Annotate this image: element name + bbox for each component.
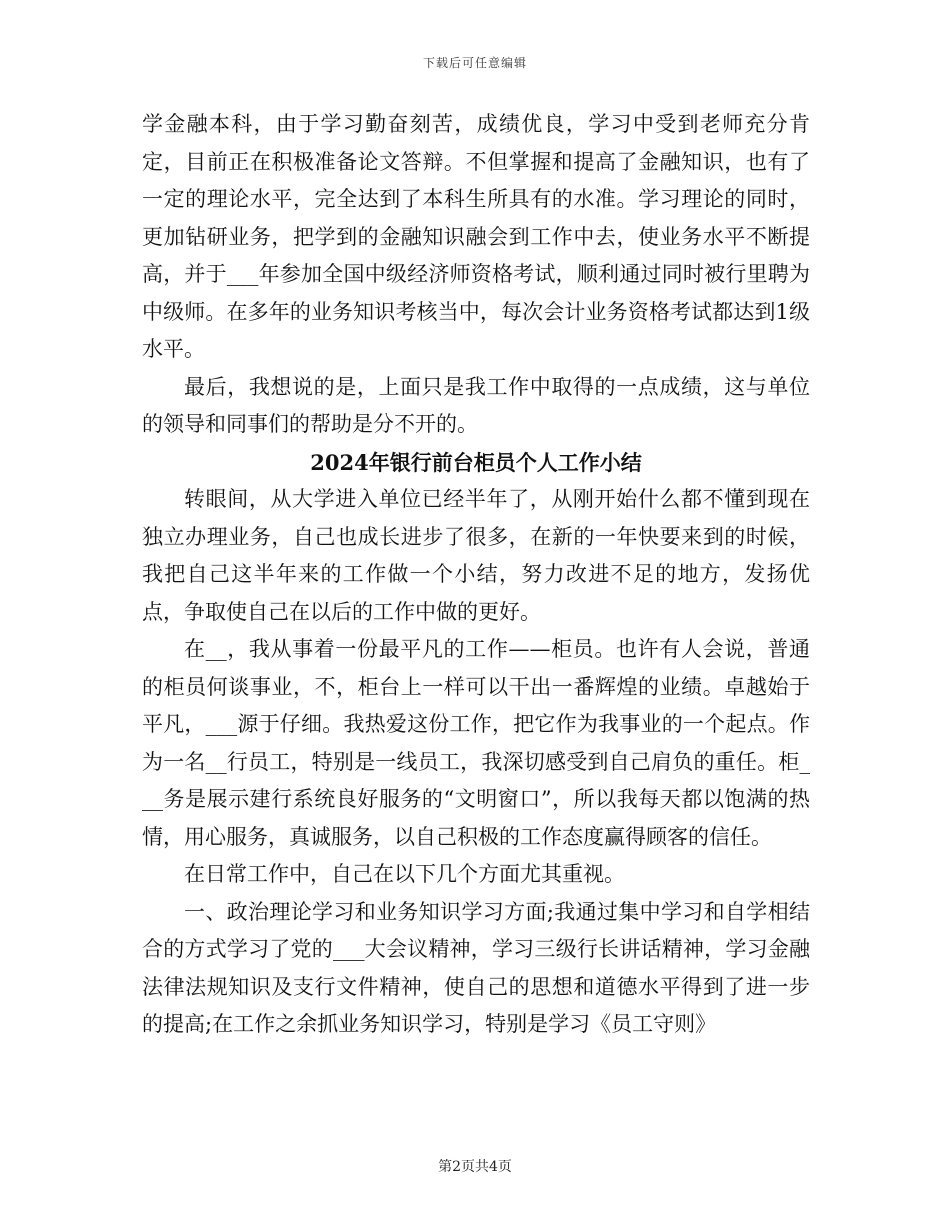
paragraph-work: 在__，我从事着一份最平凡的工作——柜员。也许有人会说，普通的柜员何谈事业，不，柜台上一样可以干出一番辉煌的业绩。卓越始于平凡，___源于仔细。我热爱这份工作，把它作为我事业的一个起点。作为一名__行员工，特别是一线员工，我深切感受到自己肩负的重任。柜___务是展示建行系统良好服务的“文明窗口”，所以我每天都以饱满的热情，用心服务，真诚服务，以自己积极的工作态度赢得顾客的信任。 [142,637,810,849]
paragraph-study: 一、政治理论学习和业务知识学习方面;我通过集中学习和自学相结合的方式学习了党的___大会议精神，学习三级行长讲话精神，学习金融法律法规知识及支行文件精神，使自己的思想和道德水平得到了进一步的提高;在工作之余抓业务知识学习，特别是学习《员工守则》 [142,899,810,1036]
paragraph-focus: 在日常工作中，自己在以下几个方面尤其重视。 [184,862,625,886]
section-title: 2024年银行前台柜员个人工作小结 [310,449,642,475]
paragraph-continuation: 学金融本科，由于学习勤奋刻苦，成绩优良，学习中受到老师充分肯定，目前正在积极准备论文答辩。不但掌握和提高了金融知识，也有了一定的理论水平，完全达到了本科生所具有的水准。学习理论的同时，更加钻研业务，把学到的金融知识融会到工作中去，使业务水平不断提高，并于___年参加全国中级经济师资格考试，顺利通过同时被行里聘为中级师。在多年的业务知识考核当中，每次会计业务资格考试都达到1级水平。 [142,112,810,361]
page-footer: 第2页共4页 [438,1159,512,1175]
page-header: 下载后可任意编辑 [422,56,527,70]
paragraph-intro: 转眼间，从大学进入单位已经半年了，从刚开始什么都不懂到现在独立办理业务，自己也成长进步了很多，在新的一年快要来到的时候，我把自己这半年来的工作做一个小结，努力改进不足的地方，发扬优点，争取使自己在以后的工作中做的更好。 [142,487,810,624]
document-body [142,106,810,1044]
paragraph-closing: 最后，我想说的是，上面只是我工作中取得的一点成绩，这与单位的领导和同事们的帮助是分不开的。 [142,374,810,436]
